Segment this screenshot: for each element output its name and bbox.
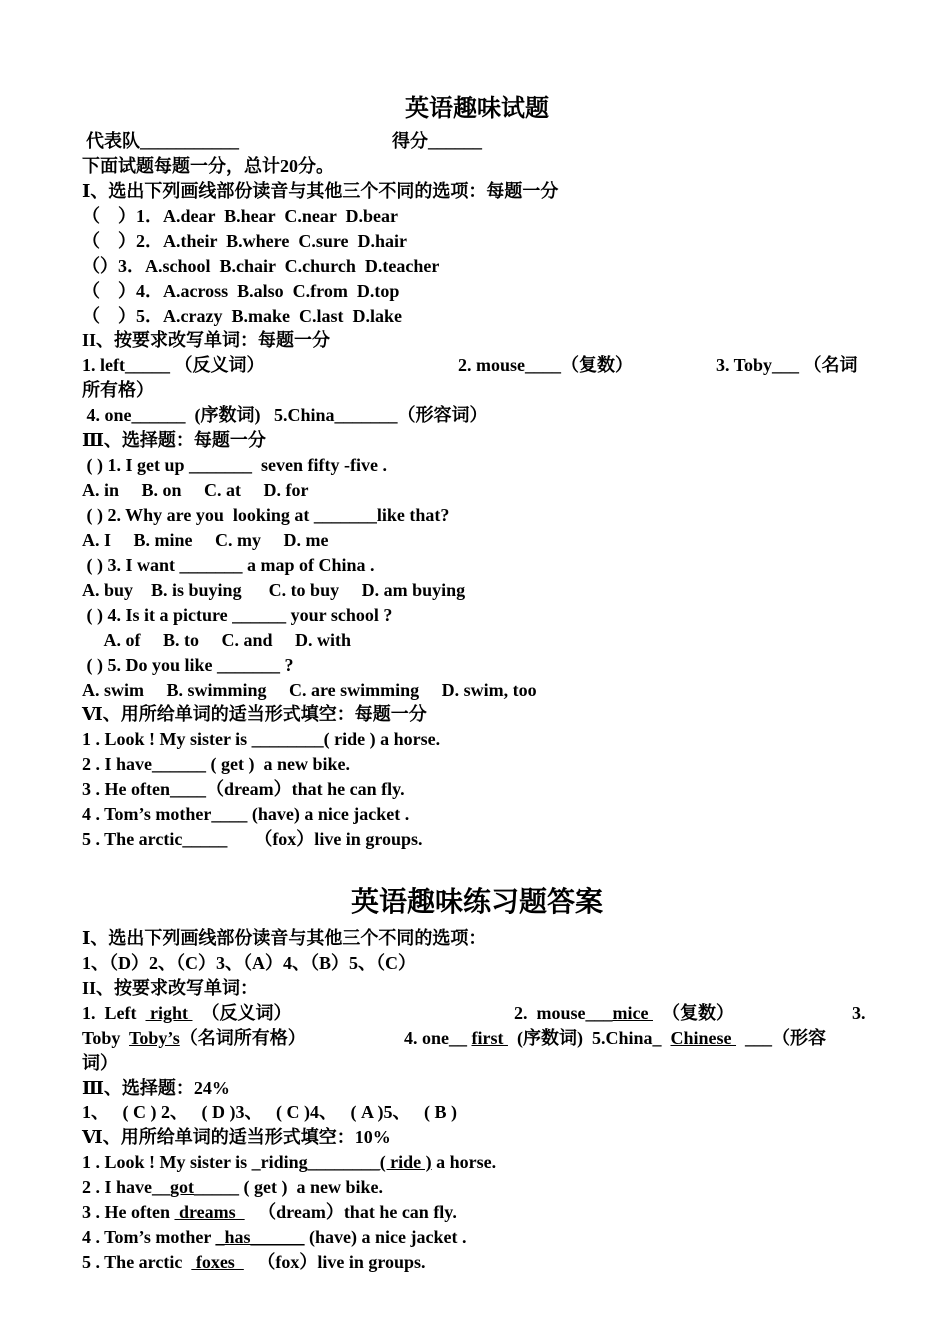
answers-s2-a-answer: right	[145, 1003, 193, 1023]
test-note: 下面试题每题一分，总计20分。	[82, 156, 334, 176]
answer-suffix: (have) a nice jacket .	[304, 1227, 467, 1247]
answer-fill: _has______	[215, 1227, 305, 1247]
answer-fill: ( ride )	[379, 1152, 432, 1172]
answer-fill: dreams	[174, 1202, 245, 1222]
answers-section4-line	[82, 1150, 496, 1174]
answers-section4-line	[82, 1200, 457, 1224]
answers-s2-line2-d: (序数词) 5.China_	[507, 1028, 671, 1048]
section3-line: A. in B. on C. at D. for	[82, 480, 309, 500]
answer-fill: got	[170, 1177, 195, 1197]
section2-q4: 4. one______ (序数词) 5.China_______（形容词）	[82, 405, 488, 425]
answers-section4-heading: Ⅵ、用所给单词的适当形式填空：10%	[82, 1127, 391, 1147]
answers-section2-heading: II、按要求改写单词：	[82, 978, 259, 998]
section3-line: A. I B. mine C. my D. me	[82, 530, 329, 550]
answers-section1-line: 1、（D）2、（C）3、（A）4、（B）5、（C）	[82, 953, 417, 973]
test-title: 英语趣味试题	[405, 96, 549, 122]
section3-line: ( ) 2. Why are you looking at _______like that?	[82, 505, 450, 525]
answer-suffix: （fox）live in groups.	[243, 1252, 426, 1272]
answer-suffix: （dream）that he can fly.	[244, 1202, 457, 1222]
answer-prefix: 3 . He often	[82, 1202, 175, 1222]
section3-line: A. of B. to C. and D. with	[82, 630, 352, 650]
answers-s2-mid	[514, 1001, 734, 1025]
section3-line: ( ) 1. I get up _______ seven fifty -five .	[82, 455, 387, 475]
section1-item: （ ）5．A.crazy B.make C.last D.lake	[82, 306, 402, 326]
section1-item: （ ）1．A.dear B.hear C.near D.bear	[82, 206, 398, 226]
answers-section3-line: 1、 ( C ) 2、 ( D )3、 ( C )4、 ( A )5、 ( B )	[82, 1102, 457, 1122]
section2-q3-cont: 所有格）	[82, 380, 154, 400]
section2-q2: 2. mouse____（复数）	[458, 355, 633, 375]
section3-line: ( ) 5. Do you like _______ ?	[82, 655, 294, 675]
answers-s2-c: 3.	[852, 1003, 866, 1023]
answer-suffix: a horse.	[431, 1152, 497, 1172]
section2-heading: II、按要求改写单词：每题一分	[82, 330, 331, 350]
answers-section4-line	[82, 1175, 383, 1199]
section3-line: A. buy B. is buying C. to buy D. am buying	[82, 580, 466, 600]
section3-heading: Ⅲ、选择题：每题一分	[82, 430, 266, 450]
section1-item: （ ）4．A.across B.also C.from D.top	[82, 281, 400, 301]
section1-item: （ ）2．A.their B.where C.sure D.hair	[82, 231, 407, 251]
answers-section4-line	[82, 1250, 426, 1274]
answers-title: 英语趣味练习题答案	[350, 887, 603, 918]
section4-line: 3 . He often____（dream）that he can fly.	[82, 779, 405, 799]
section4-heading: Ⅵ、用所给单词的适当形式填空：每题一分	[82, 704, 427, 724]
answer-prefix: 5 . The arctic	[82, 1252, 192, 1272]
section3-line: A. swim B. swimming C. are swimming D. swim, too	[82, 680, 537, 700]
score-label: 得分______	[392, 131, 482, 151]
section2-q1: 1. left_____ （反义词）	[82, 355, 265, 375]
answers-s2-a: 1. Left	[82, 1003, 146, 1023]
answer-suffix: _____ ( get ) a new bike.	[194, 1177, 383, 1197]
answers-section1-heading: Ⅰ、选出下列画线部份读音与其他三个不同的选项：	[82, 928, 487, 948]
answer-fill: foxes	[191, 1252, 244, 1272]
answers-s2-b-tail: （复数）	[652, 1003, 734, 1023]
answers-s2-line2-e: ___（形容	[736, 1028, 827, 1048]
answers-s2-line2-c: 4. one__	[404, 1028, 472, 1048]
section1-item: （）3．A.school B.chair C.church D.teacher	[82, 256, 440, 276]
answer-prefix: 4 . Tom’s mother	[82, 1227, 216, 1247]
answers-s2-left	[82, 1001, 291, 1025]
answers-s2-line2-left	[82, 1026, 306, 1050]
section3-line: ( ) 4. Is it a picture ______ your school ?	[82, 605, 393, 625]
answers-s2-line2-answer3: Chinese	[670, 1028, 737, 1048]
answers-section3-heading: Ⅲ、选择题：24%	[82, 1078, 230, 1098]
answers-s2-b-answer: mice	[612, 1003, 653, 1023]
section4-line: 4 . Tom’s mother____ (have) a nice jacket .	[82, 804, 410, 824]
answers-s2-line2-right	[404, 1026, 826, 1050]
answer-prefix: 1 . Look ! My sister is _riding________	[82, 1152, 380, 1172]
section4-line: 1 . Look ! My sister is ________( ride ) a horse.	[82, 729, 441, 749]
answers-section4-line	[82, 1225, 467, 1249]
section4-line: 2 . I have______ ( get ) a new bike.	[82, 754, 350, 774]
answers-s2-a-tail: （反义词）	[192, 1003, 292, 1023]
answer-prefix: 2 . I have__	[82, 1177, 171, 1197]
answers-s2-b: 2. mouse___	[514, 1003, 613, 1023]
section2-q3: 3. Toby___ （名词	[716, 355, 858, 375]
answers-s2-line2-b: （名词所有格）	[179, 1028, 306, 1048]
answers-s2-line2-answer2: first	[471, 1028, 508, 1048]
answers-s2-line2-a: Toby	[82, 1028, 130, 1048]
section3-line: ( ) 3. I want _______ a map of China .	[82, 555, 375, 575]
team-label: 代表队___________	[86, 131, 239, 151]
answers-s2-line2-answer: Toby’s	[129, 1028, 180, 1048]
section4-line: 5 . The arctic_____ （fox）live in groups.	[82, 829, 423, 849]
section1-heading: Ⅰ、选出下列画线部份读音与其他三个不同的选项：每题一分	[82, 181, 559, 201]
answers-s2-line3: 词）	[82, 1053, 118, 1073]
